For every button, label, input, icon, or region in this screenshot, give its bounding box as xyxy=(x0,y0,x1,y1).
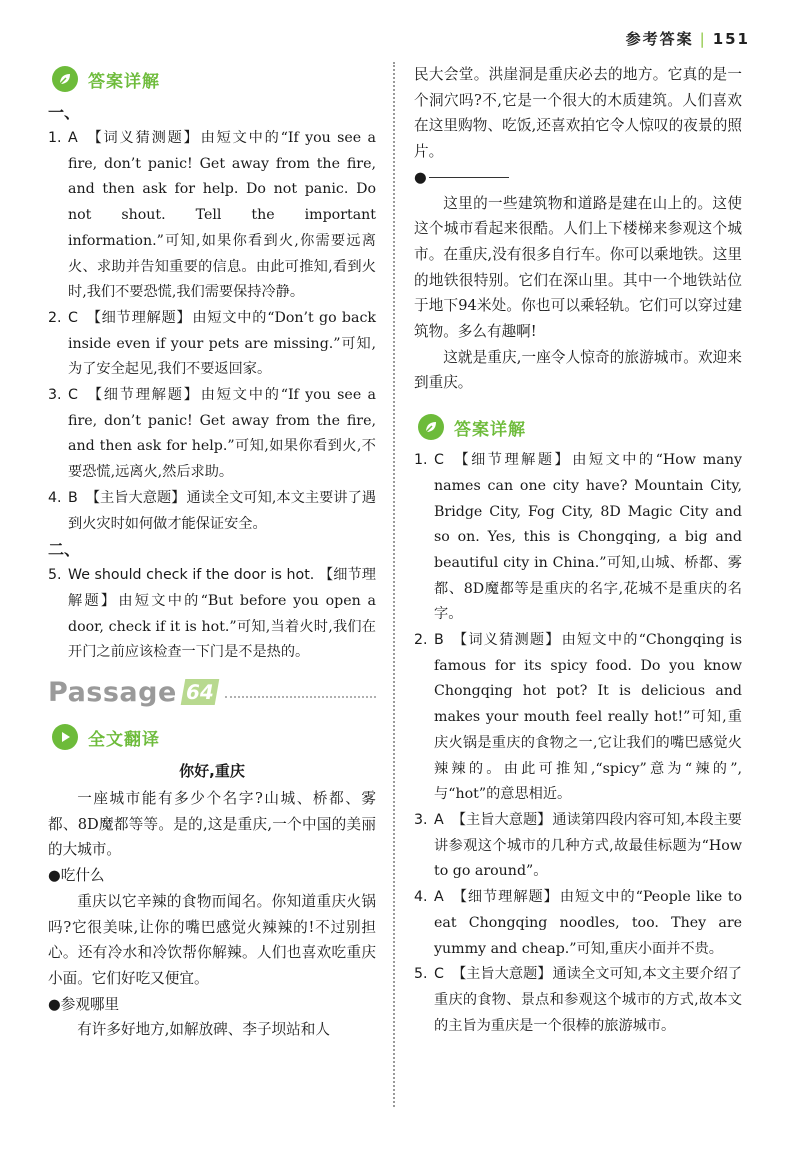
answers-heading xyxy=(418,412,742,442)
item-body xyxy=(434,448,742,628)
translation-paragraph: 重庆以它辛辣的食物而闻名。你知道重庆火锅吗?它很美味,让你的嘴巴感觉火辣辣的!不过别担心。还有冷水和冷饮帮你解辣。人们也喜欢吃重庆小面。它们好吃又便宜。 xyxy=(48,892,376,987)
item-explanation: 通读第四段内容可知,本段主要讲参观这个城市的几种方式,故最佳标题为“How to go around”。 xyxy=(434,811,742,880)
translation-subheading xyxy=(414,165,742,191)
item-number: 5. xyxy=(48,567,62,584)
item-body xyxy=(434,808,742,885)
passage-heading xyxy=(48,672,376,712)
answer-item xyxy=(48,486,376,537)
item-number: 4. xyxy=(414,889,428,906)
part1-answer-list xyxy=(48,126,376,537)
translation-subheading: ●参观哪里 xyxy=(48,995,120,1013)
item-answer-letter: C xyxy=(68,309,78,326)
answer-item xyxy=(48,563,376,666)
header-title: 参考答案 xyxy=(625,30,694,48)
answers-heading-title: 答案详解 xyxy=(454,419,526,440)
item-answer: We should check if the door is hot. xyxy=(68,567,315,584)
play-icon xyxy=(52,724,78,750)
item-body xyxy=(68,306,376,383)
translation-paragraph: 有许多好地方,如解放碑、李子坝站和人 xyxy=(77,1021,330,1039)
item-tag: 【词义猜测题】 xyxy=(451,632,561,649)
answers-heading-title: 答案详解 xyxy=(88,71,160,92)
translation-subheading: ●吃什么 xyxy=(48,867,105,885)
page-number: 151 xyxy=(712,30,750,48)
leaf-icon xyxy=(52,66,78,92)
item-answer-letter: A xyxy=(434,811,444,828)
answer-item xyxy=(414,962,742,1039)
part1-label: 一、 xyxy=(48,103,81,122)
item-explanation: 由短文中的“Don’t go back inside even if your pets are missing.”可知,为了安全起见,我们不要返回家。 xyxy=(68,309,376,378)
translation-title: 你好,重庆 xyxy=(179,762,245,781)
item-body xyxy=(434,885,742,962)
item-body xyxy=(68,486,376,537)
translation-paragraph-continued: 民大会堂。洪崖洞是重庆必去的地方。它真的是一个洞穴吗?不,它是一个很大的木质建筑。人们喜欢在这里购物、吃饭,还喜欢拍它令人惊叹的夜景的照片。 xyxy=(414,66,742,161)
item-explanation: 通读全文可知,本文主要讲了遇到火灾时如何做才能保证安全。 xyxy=(68,489,376,532)
answer-item xyxy=(414,628,742,808)
item-body xyxy=(68,563,376,666)
item-number: 5. xyxy=(414,966,428,983)
passage-number: 64 xyxy=(181,679,219,705)
item-tag: 【主旨大意题】 xyxy=(85,489,186,506)
item-tag: 【细节理解题】 xyxy=(85,387,200,404)
item-number: 1. xyxy=(48,130,62,146)
item-explanation: 由短文中的“But before you open a door, check if it is hot.”可知,当着火时,我们在开门之前应该检查一下门是不是热的。 xyxy=(68,592,376,661)
page-header xyxy=(626,28,750,49)
item-explanation: 通读全文可知,本文主要介绍了重庆的食物、景点和参观这个城市的方式,故本文的主旨为重庆是一个很棒的旅游城市。 xyxy=(434,966,742,1034)
answer-item xyxy=(48,306,376,383)
header-separator: | xyxy=(699,30,707,48)
translation-paragraph: 这里的一些建筑物和道路是建在山上的。这使这个城市看起来很酷。人们上下楼梯来参观这个城市。在重庆,没有很多自行车。你可以乘地铁。这里的地铁很特别。它们在深山里。其中一个地铁站位于地下94米处。你也可以乘轻轨。它们可以穿过建筑物。多么有趣啊! xyxy=(414,194,742,341)
item-body xyxy=(434,628,742,808)
answer-item xyxy=(414,448,742,628)
bullet-dot: ● xyxy=(414,168,427,186)
item-explanation: 由短文中的“Chongqing is famous for its spicy food. Do you know Chongqing hot pot? It is delicious and makes your mouth feel really hot!”可知,重庆火锅是重庆的食物之一,它让我们的嘴巴感觉火辣辣的。由此可推知,“spicy”意为“辣的”,与“hot”的意思相近。 xyxy=(434,632,742,803)
item-answer-letter: A xyxy=(434,889,444,906)
answers-heading xyxy=(52,64,376,94)
item-answer-letter: B xyxy=(434,632,444,649)
item-answer-letter: C xyxy=(68,387,78,404)
item-tag: 【主旨大意题】 xyxy=(451,811,552,828)
passage-word: Passage xyxy=(48,676,177,708)
passage-dotted-rule xyxy=(225,696,376,698)
item-number: 3. xyxy=(414,811,428,828)
item-tag: 【细节理解题】 xyxy=(451,452,572,469)
item-answer-letter: B xyxy=(68,489,78,506)
item-number: 2. xyxy=(48,309,62,326)
item-explanation: 由短文中的“People like to eat Chongqing noodles, too. They are yummy and cheap.”可知,重庆小面并不贵。 xyxy=(434,889,742,957)
right-answer-list xyxy=(414,448,742,1039)
item-number: 2. xyxy=(414,632,428,649)
item-number: 3. xyxy=(48,387,62,404)
item-answer-letter: A xyxy=(68,130,78,146)
answer-item xyxy=(414,885,742,962)
item-body xyxy=(68,126,376,306)
left-column xyxy=(48,62,376,1043)
answer-item xyxy=(48,126,376,306)
column-divider xyxy=(393,62,395,1107)
item-number: 1. xyxy=(414,452,428,469)
item-number: 4. xyxy=(48,489,62,506)
item-body xyxy=(68,383,376,486)
translation-paragraph: 这就是重庆,一座令人惊奇的旅游城市。欢迎来到重庆。 xyxy=(414,348,742,392)
item-tag: 【细节理解题】 xyxy=(85,309,192,326)
item-answer-letter: C xyxy=(434,452,444,469)
part2-label: 二、 xyxy=(48,540,81,560)
leaf-icon xyxy=(418,414,444,440)
answer-item xyxy=(414,808,742,885)
item-tag: 【词义猜测题】 xyxy=(85,130,200,146)
item-tag: 【细节理解题】 xyxy=(451,889,559,906)
item-body xyxy=(434,962,742,1039)
item-answer-letter: C xyxy=(434,966,444,983)
right-column xyxy=(414,62,742,1039)
item-explanation: 由短文中的“If you see a fire, don’t panic! Get away from the fire, and then ask for help. Do not panic. Do not shout. Tell the important information.”可知,如果你看到火,你需要远离火、求助并告知重要的信息。由此可推知,看到火时,我们不要恐慌,我们需要保持冷静。 xyxy=(68,130,376,301)
item-tag: 【细节理解题】 xyxy=(68,567,376,609)
translation-paragraph: 一座城市能有多少个名字?山城、桥都、雾都、8D魔都等等。是的,这是重庆,一个中国的美丽的大城市。 xyxy=(48,790,376,859)
item-explanation: 由短文中的“If you see a fire, don’t panic! Get away from the fire, and then ask for help.”可知,如果你看到火,不要恐慌,远离火,然后求助。 xyxy=(68,387,376,481)
item-tag: 【主旨大意题】 xyxy=(451,966,552,983)
answer-item xyxy=(48,383,376,486)
translation-heading-title: 全文翻译 xyxy=(88,729,160,750)
translation-heading xyxy=(52,722,376,752)
blank-underline xyxy=(429,177,509,178)
item-explanation: 由短文中的“How many names can one city have? Mountain City, Bridge City, Fog City, 8D Magic City and so on. Yes, this is Chongqing, a big and beautiful city in China.”可知,山城、桥都、雾都、8D魔都等是重庆的名字,花城不是重庆的名字。 xyxy=(434,452,742,623)
